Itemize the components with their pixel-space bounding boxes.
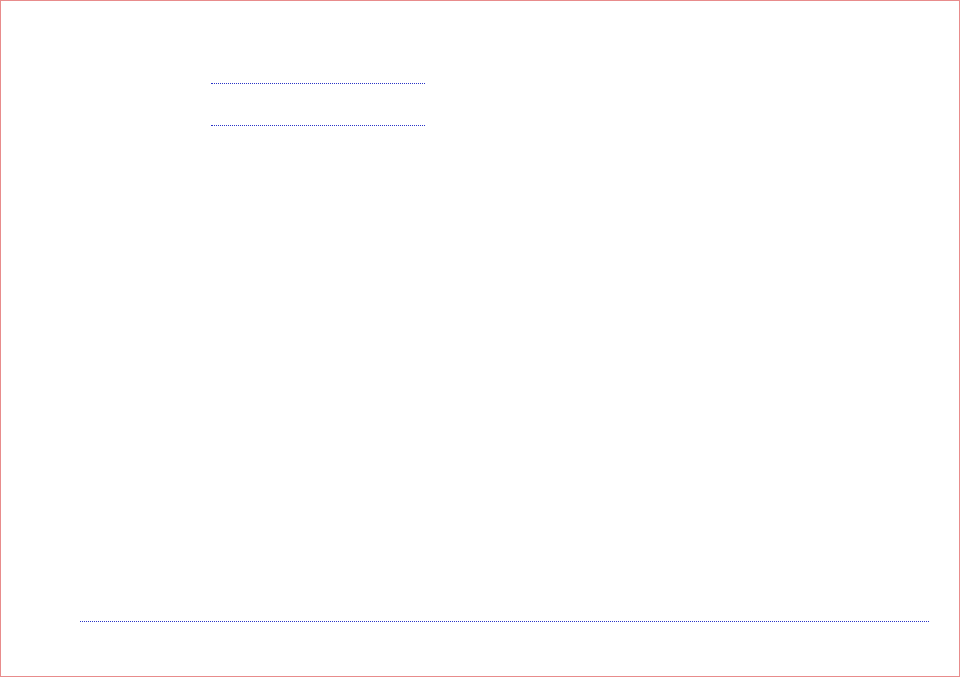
firstname-field[interactable] (211, 113, 425, 126)
notes-field[interactable] (80, 609, 929, 622)
surname-field[interactable] (211, 71, 425, 84)
